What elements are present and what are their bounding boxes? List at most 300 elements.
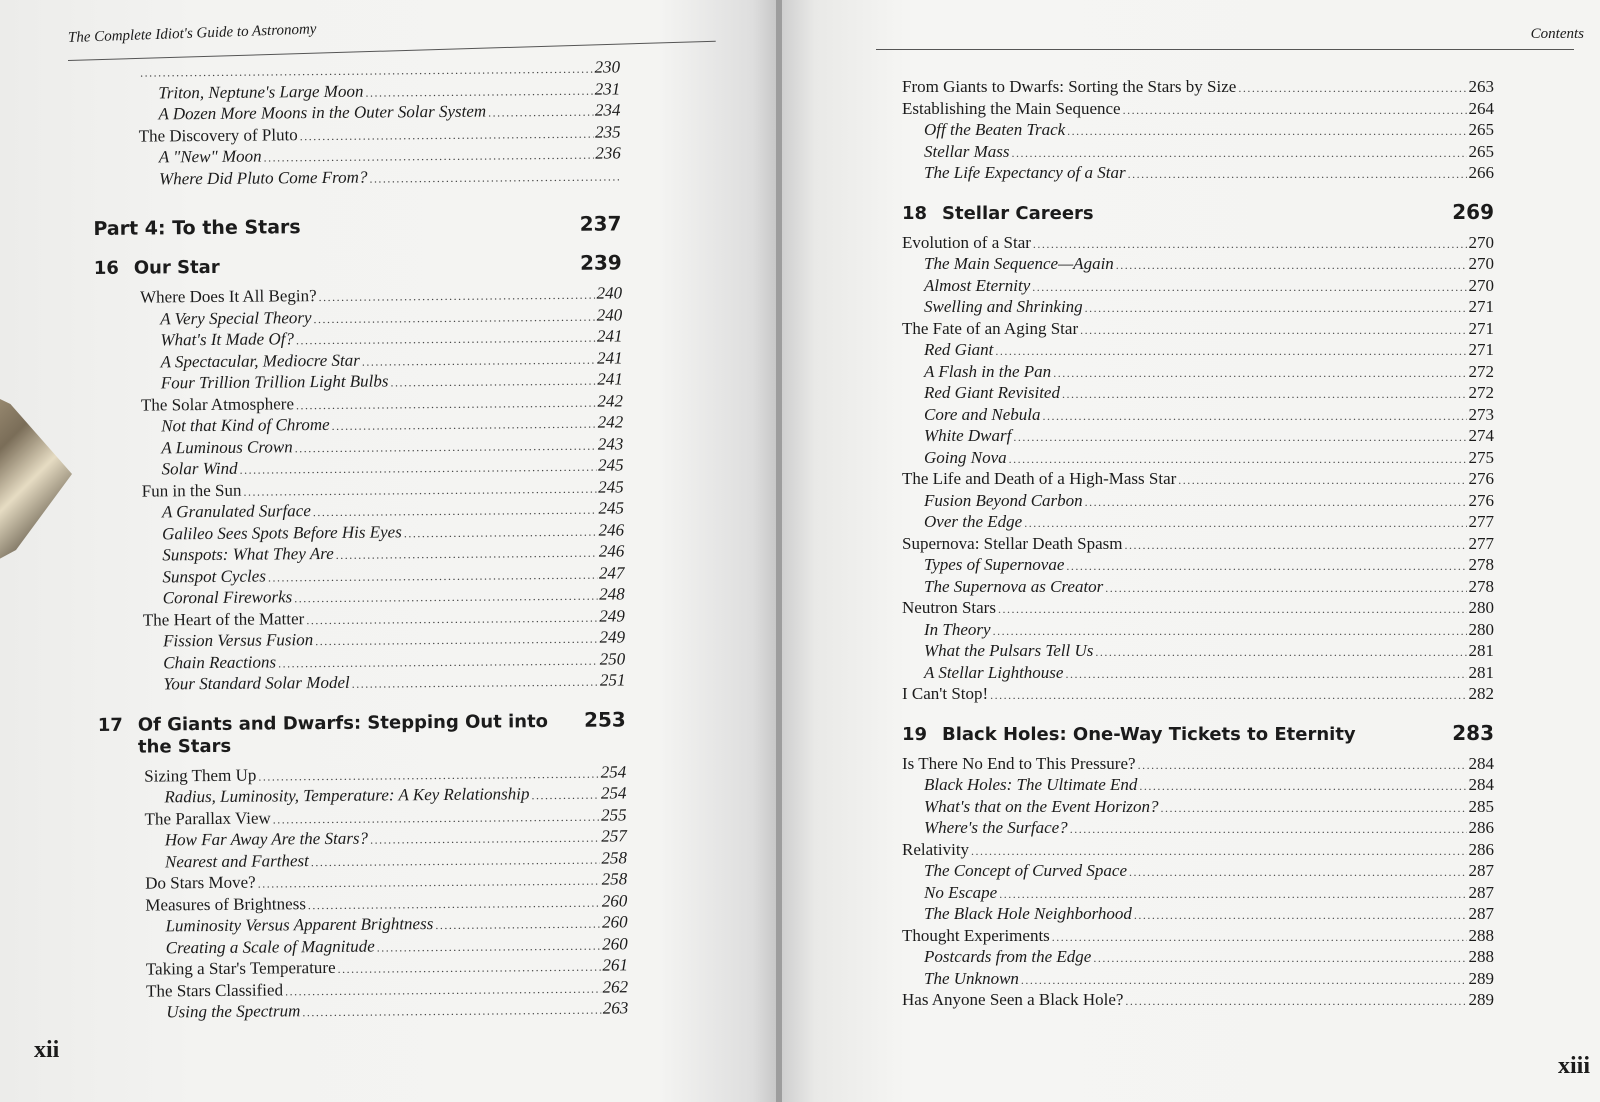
entry-title: Do Stars Move? [145,872,256,893]
entry-title: The Discovery of Pluto [138,124,298,146]
dot-leader [1053,363,1466,384]
dot-leader [278,650,598,673]
toc-subsection-entry [902,448,1494,470]
entry-title: Types of Supernovae [924,555,1065,574]
heading-page-number: 283 [1452,720,1494,745]
entry-title: The Stars Classified [146,979,284,1001]
dot-leader [999,884,1466,905]
entry-page-number: 240 [596,304,623,325]
dot-leader [488,102,593,123]
dot-leader [1062,384,1467,405]
entry-title: A "New" Moon [158,146,262,167]
toc-chapter-heading [902,201,1494,225]
heading-page-number: 237 [579,211,622,236]
entry-title: Fusion Beyond Carbon [924,490,1083,510]
entry-title: Stellar Mass [924,141,1010,161]
part-title: Part 4: To the Stars [93,216,301,240]
entry-title: What's It Made Of? [160,329,294,350]
entry-page-number: 270 [1468,232,1494,252]
chapter-title: Our Star [133,256,220,279]
entry-title: Where Did Pluto Come From? [158,167,368,188]
dot-leader [1011,143,1466,164]
entry-title: Has Anyone Seen a Black Hole? [902,990,1124,1009]
entry-title: A Dozen More Moons in the Outer Solar System [158,101,487,124]
page-number: xii [34,1037,60,1063]
dot-leader [1161,798,1467,819]
toc-subsection-entry [902,426,1494,448]
toc-list [92,57,628,1024]
dot-leader [1134,905,1467,926]
page-number: xiii [1557,1053,1590,1079]
entry-title: The Life Expectancy of a Star [924,163,1126,182]
dot-leader [285,978,601,1001]
toc-subsection-entry [902,276,1494,298]
entry-page-number: 251 [599,670,626,690]
toc-subsection-entry [902,142,1494,164]
entry-page-number: 241 [597,369,623,389]
dot-leader [1042,406,1466,427]
entry-page-number: 289 [1468,968,1494,988]
entry-page-number: 273 [1468,404,1494,424]
entry-title: A Very Special Theory [160,307,312,328]
entry-title: Not that Kind of Chrome [161,414,330,436]
dot-leader [296,328,595,351]
toc-section-entry [902,840,1494,862]
entry-page-number: 263 [602,998,629,1018]
toc-section-entry [902,233,1494,255]
toc-subsection-entry [902,947,1494,969]
entry-page-number: 257 [601,826,627,846]
dot-leader [1032,277,1466,298]
entry-title: A Spectacular, Mediocre Star [160,350,360,371]
entry-page-number: 249 [599,605,625,626]
dot-leader [1129,862,1466,883]
dot-leader [1105,578,1466,599]
entry-page-number: 271 [1468,340,1494,359]
entry-page-number: 271 [1468,297,1494,316]
entry-page-number: 277 [1468,533,1494,553]
entry-page-number: 265 [1468,141,1494,161]
dot-leader [295,435,596,458]
toc-chapter-heading [94,251,622,280]
entry-page-number: 277 [1468,512,1494,531]
dot-leader [1238,78,1466,99]
dot-leader [993,621,1467,642]
dot-leader [140,59,593,83]
entry-page-number: 280 [1468,619,1494,639]
right-page [782,0,1600,1102]
toc-subsection-entry [902,663,1494,685]
toc-subsection-entry [902,163,1494,185]
entry-title: Supernova: Stellar Death Spasm [902,533,1123,553]
entry-page-number: 245 [597,455,624,475]
entry-page-number: 288 [1468,925,1494,945]
dot-leader [313,306,594,329]
entry-page-number: 276 [1468,490,1494,510]
toc-subsection-entry [902,120,1494,142]
entry-page-number: 284 [1468,753,1494,773]
toc-section-entry [902,534,1494,556]
toc-chapter-heading [902,722,1494,746]
entry-page-number: 282 [1468,684,1494,703]
toc-subsection-entry [902,362,1494,384]
dot-leader [390,371,595,393]
entry-title: In Theory [924,619,991,639]
toc-subsection-entry [902,861,1494,883]
entry-title: Over the Edge [924,512,1023,531]
entry-title: Nearest and Farthest [164,850,309,871]
dot-leader [1067,121,1466,142]
running-head: The Complete Idiot's Guide to Astronomy [67,21,317,46]
entry-page-number: 250 [599,648,626,669]
entry-page-number: 258 [601,869,628,889]
entry-page-number: 288 [1468,947,1494,966]
entry-title: Black Holes: The Ultimate End [924,775,1138,794]
entry-title: Sunspots: What They Are [162,543,334,565]
toc-section-entry [902,598,1494,620]
heading-page-number: 253 [583,706,626,732]
entry-page-number: 260 [602,933,628,954]
entry-page-number: 286 [1468,818,1494,837]
dot-leader [1080,320,1466,341]
running-head: Contents [1530,26,1584,42]
entry-title: Swelling and Shrinking [924,297,1083,316]
entry-page-number: 265 [1468,120,1494,139]
dot-leader [308,892,600,915]
dot-leader [1125,991,1466,1012]
entry-page-number: 258 [601,847,628,868]
entry-title: Relativity [902,839,970,859]
dot-leader [240,457,597,481]
entry-title: Establishing the Main Sequence [902,98,1121,118]
toc-subsection-entry [97,649,625,675]
entry-page-number: 275 [1468,447,1494,467]
dot-leader [1128,164,1467,185]
entry-page-number: 289 [1468,990,1494,1009]
entry-title: Luminosity Versus Apparent Brightness [165,914,434,936]
dot-leader [315,629,597,652]
entry-title: The Heart of the Matter [142,608,305,630]
toc-section-entry [94,283,622,309]
entry-page-number: 272 [1468,383,1494,402]
toc-subsection-entry [100,998,628,1024]
entry-title: Sizing Them Up [144,765,257,786]
entry-title: From Giants to Dwarfs: Sorting the Stars by Size [902,77,1237,96]
entry-title: I Can't Stop! [902,684,989,703]
entry-page-number: 263 [1468,77,1494,96]
dot-leader [1033,234,1467,255]
toc-subsection-entry [97,627,625,653]
entry-page-number: 272 [1468,361,1494,381]
entry-page-number: 234 [594,100,621,120]
entry-page-number: 266 [1468,163,1494,182]
entry-page-number: 248 [599,584,625,604]
toc-subsection-entry [902,491,1494,513]
entry-title: Almost Eternity [924,275,1031,295]
entry-page-number: 274 [1468,426,1494,445]
toc-subsection-entry [95,348,623,374]
toc-part-heading [93,212,621,240]
entry-page-number: 278 [1468,555,1494,574]
entry-page-number: 249 [599,627,626,647]
dot-leader [1052,927,1467,948]
entry-page-number: 246 [598,541,625,561]
entry-title: A Granulated Surface [161,501,311,522]
dot-leader [1116,255,1467,276]
heading-page-number: 269 [1452,199,1494,224]
entry-title: The Parallax View [144,807,271,829]
entry-page-number: 260 [601,912,628,932]
dot-leader [338,957,601,980]
entry-page-number: 230 [594,57,621,77]
chapter-title: Stellar Careers [942,202,1094,224]
entry-title: Coronal Fireworks [162,587,293,608]
dot-leader [1066,556,1466,577]
left-page [0,0,776,1102]
dot-leader [377,935,601,957]
entry-page-number: 247 [598,562,625,583]
entry-page-number: 245 [598,476,624,497]
chapter-title: Black Holes: One-Way Tickets to Eternity [942,723,1356,745]
toc-subsection-entry [93,165,621,191]
dot-leader [306,607,597,630]
dot-leader [1139,776,1466,797]
entry-title: Galileo Sees Spots Before His Eyes [162,521,402,543]
toc-subsection-entry [94,326,622,352]
entry-page-number: 261 [602,955,628,975]
entry-title: What's that on the Event Horizon? [924,796,1159,816]
dot-leader [370,828,599,850]
entry-page-number: 270 [1468,254,1494,273]
entry-page-number: 286 [1468,839,1494,859]
dot-leader [258,763,599,786]
dot-leader [1093,948,1466,969]
dot-leader [998,599,1467,620]
entry-page-number: 260 [601,890,628,911]
dot-leader [531,785,599,806]
entry-title: Triton, Neptune's Large Moon [158,81,364,102]
toc-subsection-entry [902,555,1494,577]
dot-leader [264,145,594,168]
dot-leader [1125,535,1467,556]
entry-title: Fission Versus Fusion [162,630,314,651]
entry-page-number: 254 [600,783,627,803]
entry-title: A Stellar Lighthouse [924,662,1064,682]
entry-title: Fun in the Sun [141,480,242,501]
entry-title: Red Giant Revisited [924,383,1060,402]
entry-title: White Dwarf [924,426,1012,445]
dot-leader [995,341,1466,362]
entry-title: Off the Beaten Track [924,120,1066,139]
toc-subsection-entry [97,670,625,696]
toc-section-entry [902,99,1494,121]
entry-title: A Luminous Crown [161,436,293,457]
entry-page-number: 281 [1468,662,1494,682]
entry-page-number: 276 [1468,469,1494,488]
entry-page-number: 246 [598,519,625,540]
dot-leader [243,478,596,502]
entry-page-number: 241 [597,347,623,368]
dot-leader [369,166,619,189]
entry-title: The Concept of Curved Space [924,861,1128,880]
entry-title: Evolution of a Star [902,232,1031,252]
toc-subsection-entry [902,577,1494,599]
toc-section-entry [902,990,1494,1012]
heading-page-number: 239 [579,250,622,275]
dot-leader [1065,664,1466,685]
entry-page-number: 287 [1468,882,1494,902]
dot-leader [1009,449,1467,470]
dot-leader [300,123,594,146]
entry-title: Radius, Luminosity, Temperature: A Key Relationship [164,784,530,807]
chapter-number: 19 [902,723,928,745]
entry-title: Thought Experiments [902,925,1050,945]
dot-leader [294,586,597,609]
dot-leader [302,1000,601,1023]
entry-title: Going Nova [924,447,1007,467]
entry-page-number: 245 [598,498,624,518]
dot-leader [352,672,598,695]
entry-page-number: 236 [595,143,621,163]
toc-subsection-entry [902,969,1494,991]
entry-page-number: 243 [597,433,624,454]
dot-leader [332,414,596,437]
toc-subsection-entry [902,797,1494,819]
entry-title: A Flash in the Pan [924,361,1052,381]
dot-leader [296,392,596,415]
toc-subsection-entry [902,641,1494,663]
chapter-number: 16 [93,257,119,279]
metal-object-photo [0,380,72,580]
toc-section-entry [902,77,1494,99]
toc-section-entry [902,469,1494,491]
entry-title: Neutron Stars [902,598,996,617]
dot-leader [971,841,1466,862]
entry-title: The Supernova as Creator [924,576,1104,596]
toc-subsection-entry [902,340,1494,362]
toc-subsection-entry [902,512,1494,534]
toc-subsection-entry [902,818,1494,840]
entry-title: Where's the Surface? [924,818,1068,837]
toc-list [902,77,1494,1012]
entry-title: Your Standard Solar Model [163,672,350,694]
entry-title: Postcards from the Edge [924,947,1092,966]
toc-section-entry [902,684,1494,706]
entry-page-number: 287 [1468,904,1494,923]
entry-title: The Fate of an Aging Star [902,318,1079,338]
dot-leader [311,849,600,872]
dot-leader [435,914,600,936]
dot-leader [319,285,595,308]
dot-leader [1178,470,1466,491]
entry-title: Creating a Scale of Magnitude [165,936,375,957]
dot-leader [1021,970,1467,991]
dot-leader [268,564,597,587]
dot-leader [1024,513,1466,534]
toc-chapter-heading [98,708,626,759]
dot-leader [313,500,597,523]
entry-page-number: 280 [1468,598,1494,617]
toc-section-entry [97,606,625,632]
chapter-number: 18 [902,202,928,224]
dot-leader [990,685,1466,706]
entry-page-number: 242 [597,390,624,411]
entry-title: No Escape [924,882,998,902]
dot-leader [1085,298,1467,319]
entry-page-number: 242 [597,412,624,432]
entry-page-number: 270 [1468,275,1494,295]
dot-leader [365,80,593,102]
entry-page-number: 284 [1468,775,1494,794]
entry-title: Where Does It All Begin? [139,286,317,307]
toc-subsection-entry [902,405,1494,427]
entry-page-number: 285 [1468,796,1494,816]
entry-title: The Solar Atmosphere [140,393,295,415]
dot-leader [273,806,600,829]
entry-title: The Unknown [924,968,1019,988]
toc-section-entry [902,926,1494,948]
entry-title: The Main Sequence—Again [924,254,1114,273]
entry-page-number: 278 [1468,576,1494,596]
entry-title: Sunspot Cycles [162,566,266,586]
header-rule [876,49,1574,50]
entry-title: Four Trillion Trillion Light Bulbs [160,371,389,393]
entry-title: Chain Reactions [163,651,277,672]
toc-subsection-entry [902,904,1494,926]
dot-leader [1085,492,1467,513]
entry-page-number: 287 [1468,861,1494,880]
entry-title: How Far Away Are the Stars? [164,828,369,850]
dot-leader [1095,642,1466,663]
dot-leader [1013,427,1466,448]
dot-leader [1070,819,1467,840]
toc-subsection-entry [902,620,1494,642]
entry-title: Using the Spectrum [166,1001,301,1022]
entry-page-number: 241 [596,326,623,346]
entry-title: Solar Wind [161,458,238,479]
dot-leader [1123,100,1467,121]
entry-page-number: 281 [1468,641,1494,660]
entry-page-number: 264 [1468,98,1494,118]
chapter-number: 17 [97,714,123,736]
entry-title: Red Giant [924,340,994,359]
entry-title: Is There No End to This Pressure? [902,753,1136,773]
toc-subsection-entry [902,775,1494,797]
dot-leader [404,521,597,543]
entry-title: What the Pulsars Tell Us [924,641,1094,660]
entry-title: Measures of Brightness [145,893,306,915]
entry-title: Core and Nebula [924,404,1041,424]
entry-title: Taking a Star's Temperature [145,957,336,979]
toc-section-entry [902,319,1494,341]
toc-subsection-entry [902,883,1494,905]
chapter-title: Of Giants and Dwarfs: Stepping Out into the Stars [137,710,549,758]
entry-title: The Life and Death of a High-Mass Star [902,469,1177,488]
toc-subsection-entry [902,383,1494,405]
entry-page-number: 271 [1468,318,1494,338]
toc-subsection-entry [94,305,622,331]
entry-page-number: 235 [595,121,621,142]
toc-subsection-entry [902,254,1494,276]
dot-leader [258,871,600,894]
toc-section-entry [98,762,626,788]
entry-title: The Black Hole Neighborhood [924,904,1132,923]
toc-section-entry [902,754,1494,776]
entry-page-number: 231 [594,78,621,99]
toc-subsection-entry [902,297,1494,319]
entry-page-number: 262 [602,976,629,997]
dot-leader [1138,755,1467,776]
